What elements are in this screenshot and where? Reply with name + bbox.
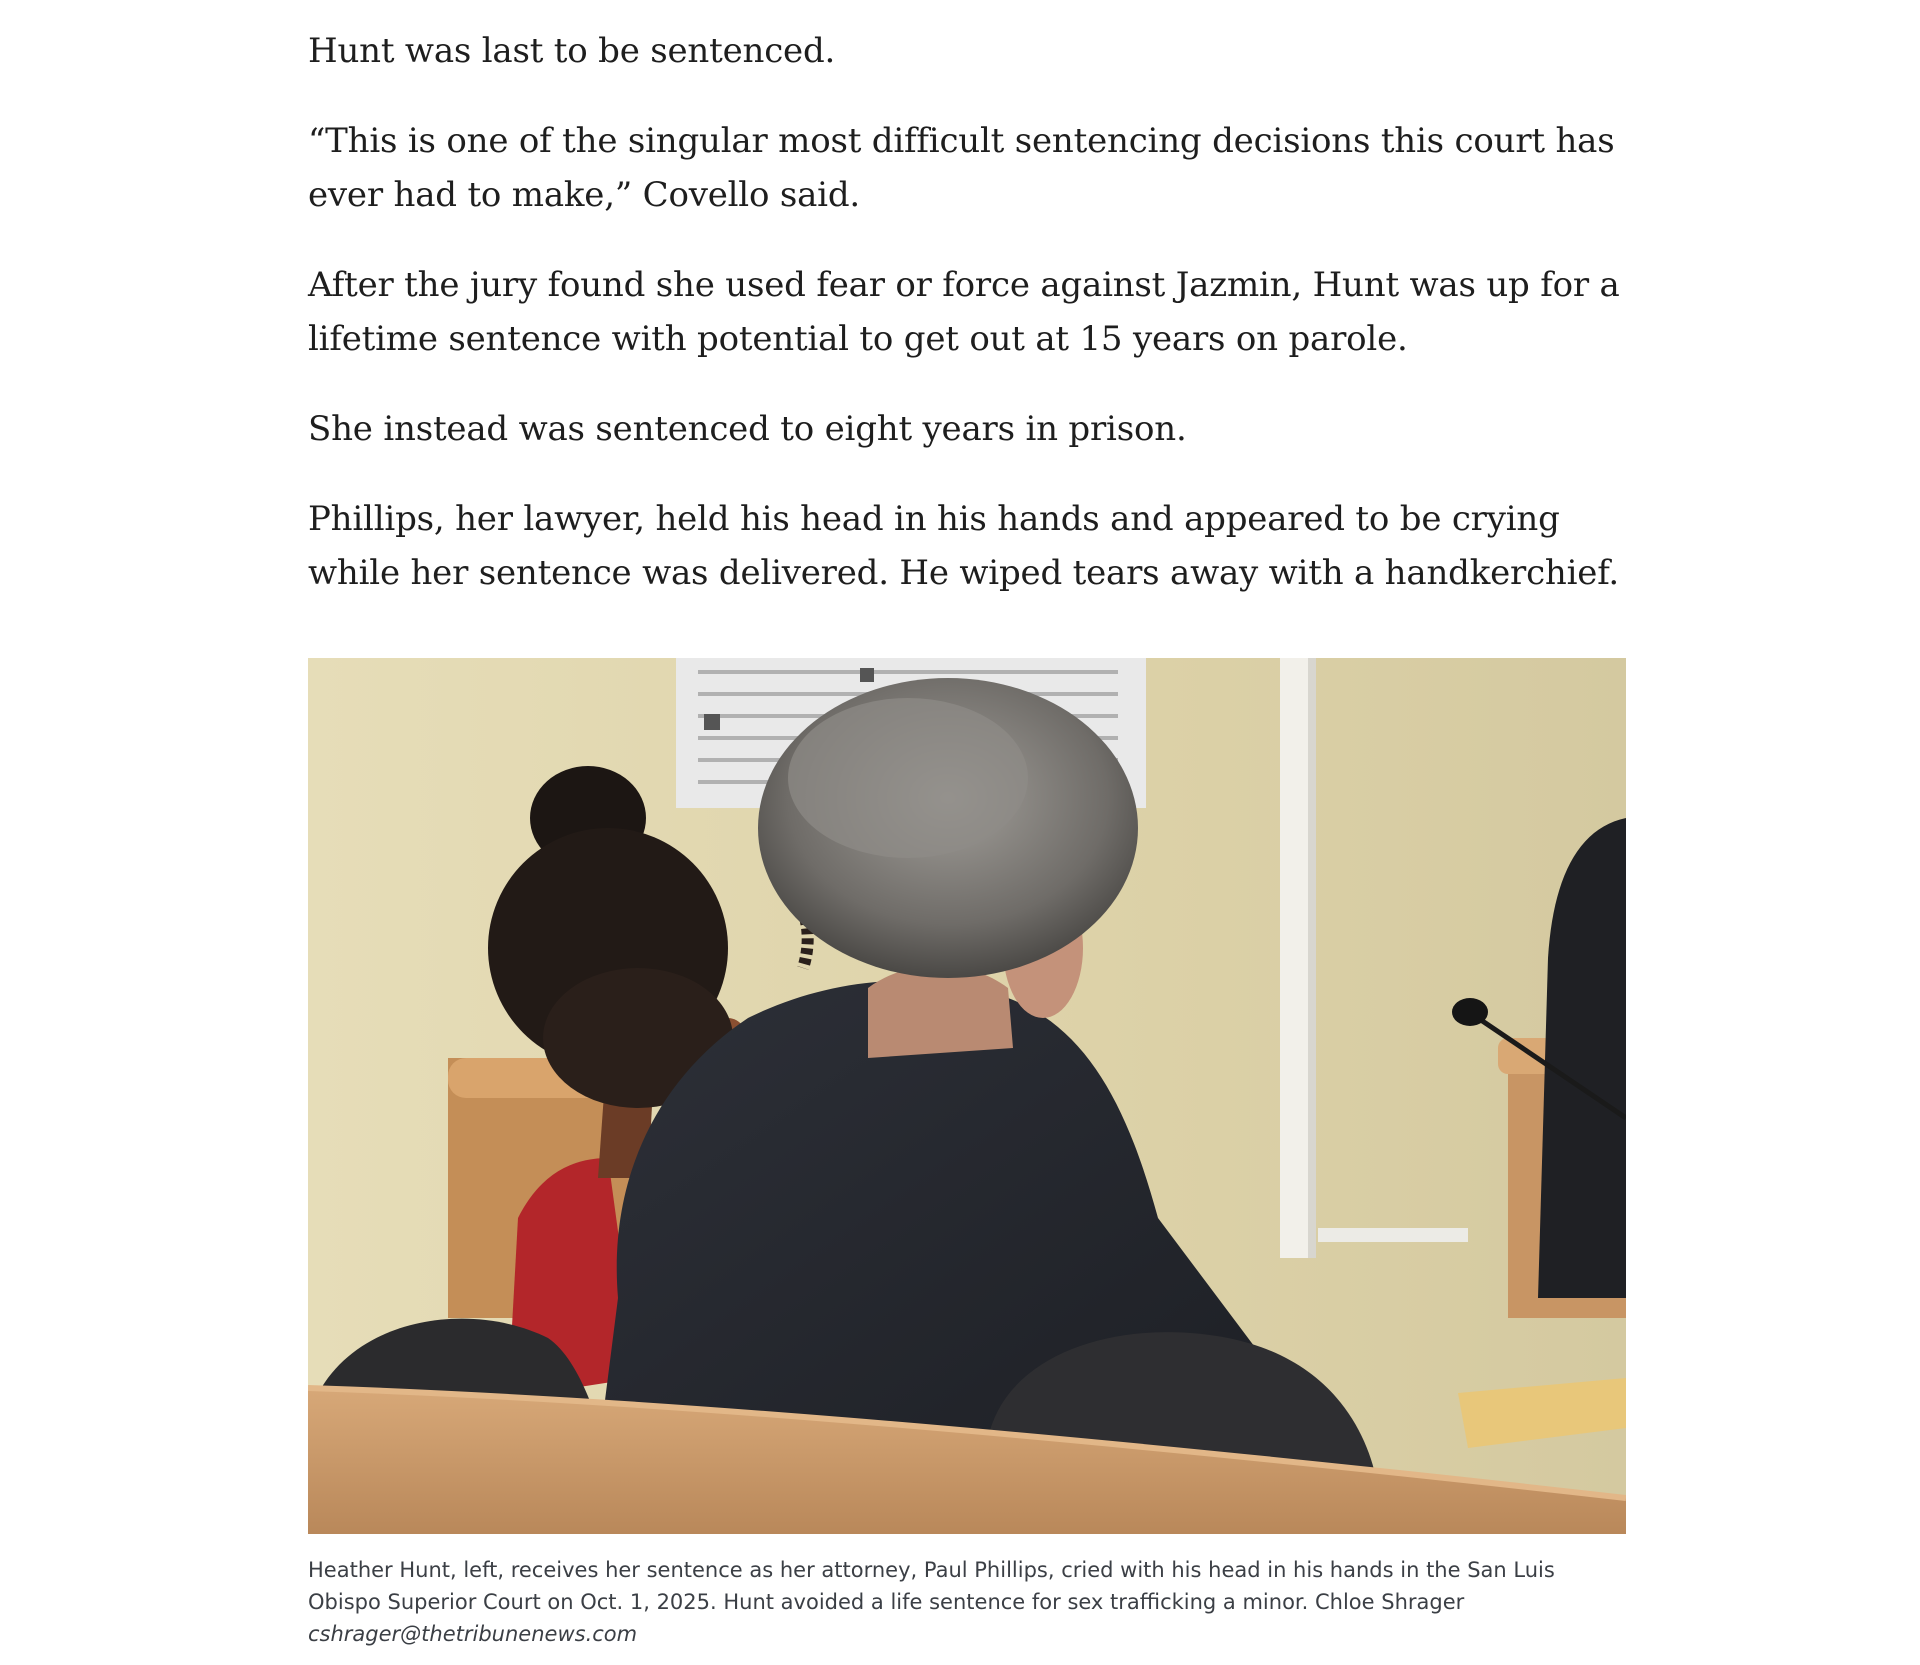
paragraph-1: Hunt was last to be sentenced. [308,31,836,71]
paragraph-4: She instead was sentenced to eight years in prison. [308,409,1187,449]
photo-caption [308,1554,1626,1650]
caption-text: Heather Hunt, left, receives her sentence as her attorney, Paul Phillips, cried with his head in his hands in the San Luis Obispo Superior Court on Oct. 1, 2025. Hunt avoided a life sentence for sex trafficking a minor. Chloe Shrager [308,1558,1555,1614]
paragraph-2: “This is one of the singular most difficult sentencing decisions this court has ever had to make,” Covello said. [308,121,1615,215]
article-photo[interactable] [308,658,1626,1534]
courtroom-photo-illustration [308,658,1626,1534]
paragraph-5: Phillips, her lawyer, held his head in his hands and appeared to be crying while her sentence was delivered. He wiped tears away with a handkerchief. [308,499,1620,593]
paragraph-3: After the jury found she used fear or force against Jazmin, Hunt was up for a lifetime sentence with potential to get out at 15 years on parole. [308,265,1620,359]
photo-credit-email[interactable]: cshrager@thetribunenews.com [308,1622,638,1646]
article-body [308,0,1628,1650]
